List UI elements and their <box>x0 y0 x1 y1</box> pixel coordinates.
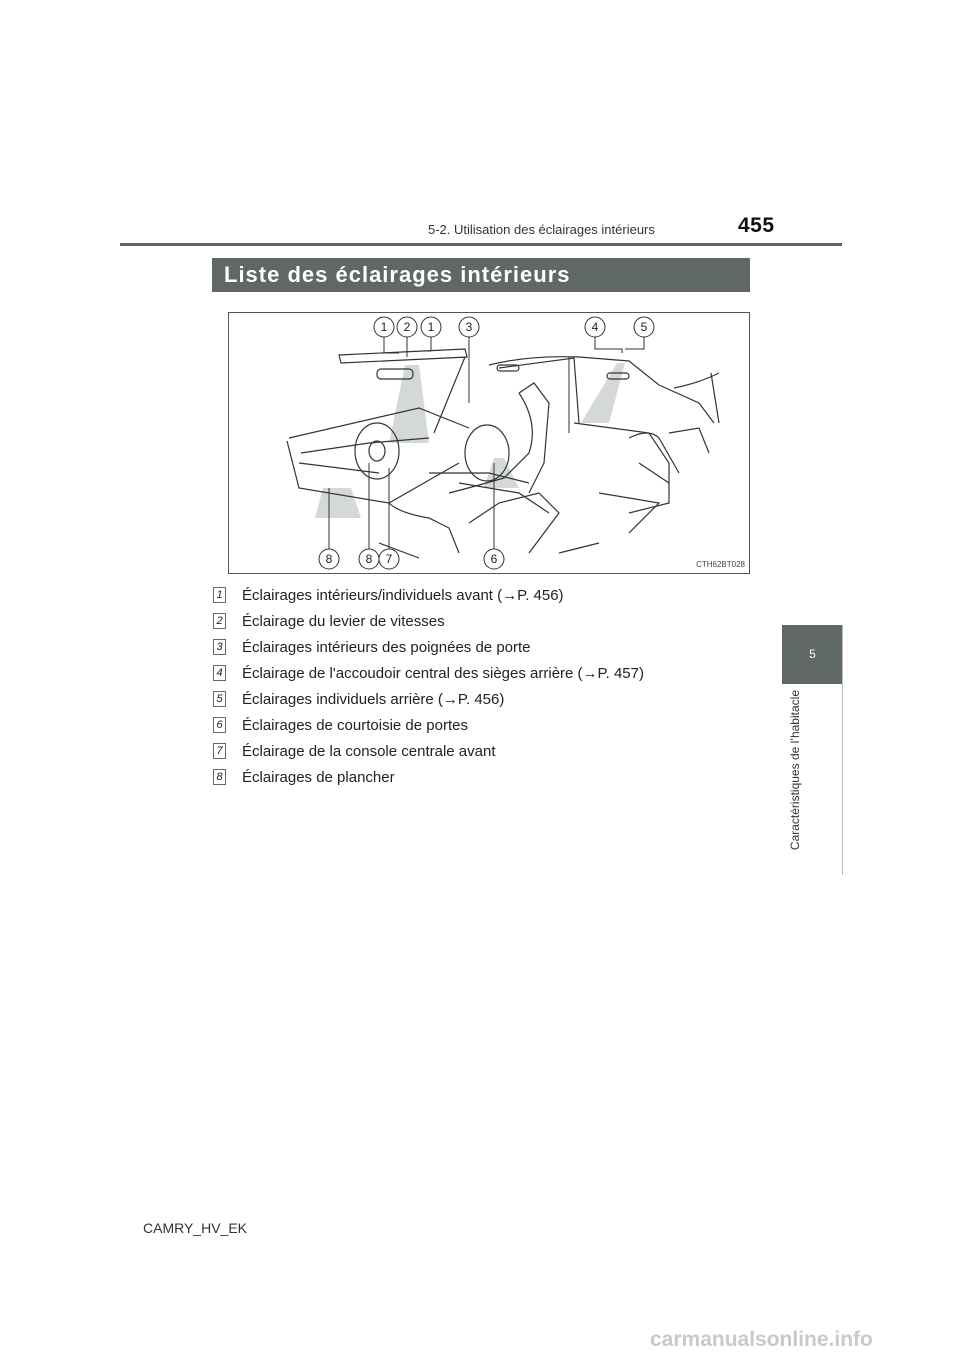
callout-7-text: 7 <box>385 552 393 566</box>
legend-number: 4 <box>213 665 226 681</box>
model-code: CAMRY_HV_EK <box>143 1220 248 1236</box>
callout-6-text: 6 <box>490 552 498 566</box>
legend-number: 3 <box>213 639 226 655</box>
legend-text: Éclairages de courtoisie de portes <box>242 716 468 734</box>
list-item <box>213 712 644 738</box>
section-title: 5-2. Utilisation des éclairages intérieurs <box>428 222 655 237</box>
callout-5-text: 5 <box>640 320 648 334</box>
car-interior-drawing <box>229 313 749 573</box>
legend-number: 5 <box>213 691 226 707</box>
legend-text: Éclairages intérieurs/individuels avant (→P. 456) <box>242 586 564 604</box>
legend-text: Éclairages de plancher <box>242 768 395 786</box>
chapter-tab-text: Caractéristiques de l’habitacle <box>788 690 802 851</box>
list-item <box>213 582 644 608</box>
page-number: 455 <box>738 214 775 237</box>
legend-number: 7 <box>213 743 226 759</box>
list-item <box>213 634 644 660</box>
legend-text: Éclairage du levier de vitesses <box>242 612 445 630</box>
callout-8b-text: 8 <box>365 552 373 566</box>
callout-3-text: 3 <box>465 320 473 334</box>
interior-illustration <box>228 312 750 574</box>
list-item <box>213 686 644 712</box>
callout-8a-text: 8 <box>325 552 333 566</box>
callouts-top <box>374 317 654 337</box>
list-item <box>213 608 644 634</box>
watermark: carmanualsonline.info <box>650 1328 873 1351</box>
chapter-tab-line <box>842 625 843 875</box>
legend-number: 2 <box>213 613 226 629</box>
light-beams <box>315 363 625 518</box>
car-outline <box>287 349 719 558</box>
callouts-bottom <box>319 549 504 569</box>
callout-2-text: 2 <box>403 320 411 334</box>
callout-1a-text: 1 <box>380 320 388 334</box>
legend-list <box>213 582 644 790</box>
legend-text: Éclairage de l'accoudoir central des sièges arrière (→P. 457) <box>242 664 644 682</box>
list-item <box>213 738 644 764</box>
header-divider <box>120 243 842 246</box>
legend-text: Éclairage de la console centrale avant <box>242 742 496 760</box>
chapter-tab-label <box>775 690 815 870</box>
section-banner: Liste des éclairages intérieurs <box>212 258 750 292</box>
legend-number: 1 <box>213 587 226 603</box>
callout-4-text: 4 <box>591 320 599 334</box>
list-item <box>213 660 644 686</box>
chapter-tab-number: 5 <box>782 625 843 684</box>
callout-1b-text: 1 <box>427 320 435 334</box>
leader-lines <box>329 337 644 549</box>
legend-text: Éclairages individuels arrière (→P. 456) <box>242 690 505 708</box>
legend-number: 8 <box>213 769 226 785</box>
legend-number: 6 <box>213 717 226 733</box>
illustration-code: CTH62BT028 <box>696 560 745 569</box>
legend-text: Éclairages intérieurs des poignées de porte <box>242 638 531 656</box>
list-item <box>213 764 644 790</box>
